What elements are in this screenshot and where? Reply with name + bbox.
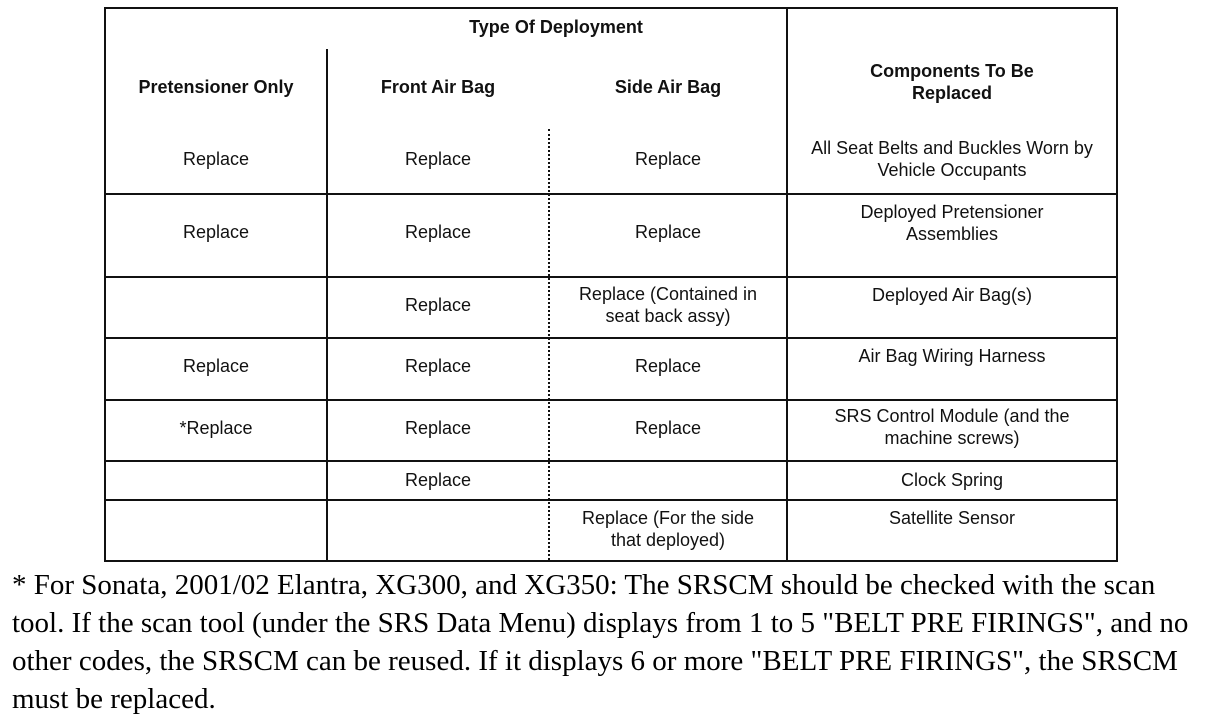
table-cell: Air Bag Wiring Harness	[858, 346, 1046, 366]
row-divider-3	[106, 337, 1116, 339]
table-cell	[106, 509, 326, 553]
table-cell: SRS Control Module (and the machine screws)	[834, 406, 1070, 448]
table-cell: Replace	[182, 356, 250, 376]
table-cell: Replace	[634, 149, 702, 169]
table-cell: All Seat Belts and Buckles Worn by Vehicle Occupants	[811, 138, 1093, 180]
deployment-table	[104, 7, 1118, 562]
table-cell: Deployed Air Bag(s)	[871, 285, 1033, 305]
table-cell: Satellite Sensor	[888, 508, 1016, 528]
table-cell	[106, 465, 326, 495]
table-cell: Replace	[634, 222, 702, 242]
row-divider-4	[106, 399, 1116, 401]
table-cell	[550, 465, 786, 495]
table-cell: Replace	[404, 470, 472, 490]
table-cell	[106, 285, 326, 325]
row-divider-5	[106, 460, 1116, 462]
table-cell: *Replace	[179, 418, 253, 438]
table-cell: Replace	[182, 222, 250, 242]
column-header-side-air-bag: Side Air Bag	[614, 77, 722, 97]
table-cell: Replace	[634, 356, 702, 376]
column-header-pretensioner: Pretensioner Only	[138, 77, 294, 97]
column-header-front-air-bag: Front Air Bag	[380, 77, 496, 97]
table-cell: Replace (Contained in seat back assy)	[578, 284, 758, 326]
column-header-components: Components To Be Replaced	[870, 61, 1034, 103]
table-cell: Deployed Pretensioner Assemblies	[860, 202, 1044, 244]
table-cell: Replace	[404, 356, 472, 376]
table-cell: Replace (For the side that deployed)	[581, 508, 755, 550]
table-cell: Replace	[404, 418, 472, 438]
row-divider-6	[106, 499, 1116, 501]
row-divider-1	[106, 193, 1116, 195]
table-cell: Replace	[404, 222, 472, 242]
table-cell: Replace	[634, 418, 702, 438]
table-cell: Clock Spring	[900, 470, 1004, 490]
table-cell: Replace	[404, 295, 472, 315]
table-cell: Replace	[404, 149, 472, 169]
group-header: Type Of Deployment	[469, 17, 643, 37]
footnote: * For Sonata, 2001/02 Elantra, XG300, and XG350: The SRSCM should be checked with the scan tool. If the scan tool (under the SRS Data Menu) displays from 1 to 5 "BELT PRE FIRINGS", and no other codes, the SRSCM can be reused. If it displays 6 or more "BELT PRE FIRINGS", the SRSCM must be replaced.	[12, 569, 1189, 715]
table-cell	[328, 509, 548, 553]
row-divider-2	[106, 276, 1116, 278]
table-cell: Replace	[182, 149, 250, 169]
